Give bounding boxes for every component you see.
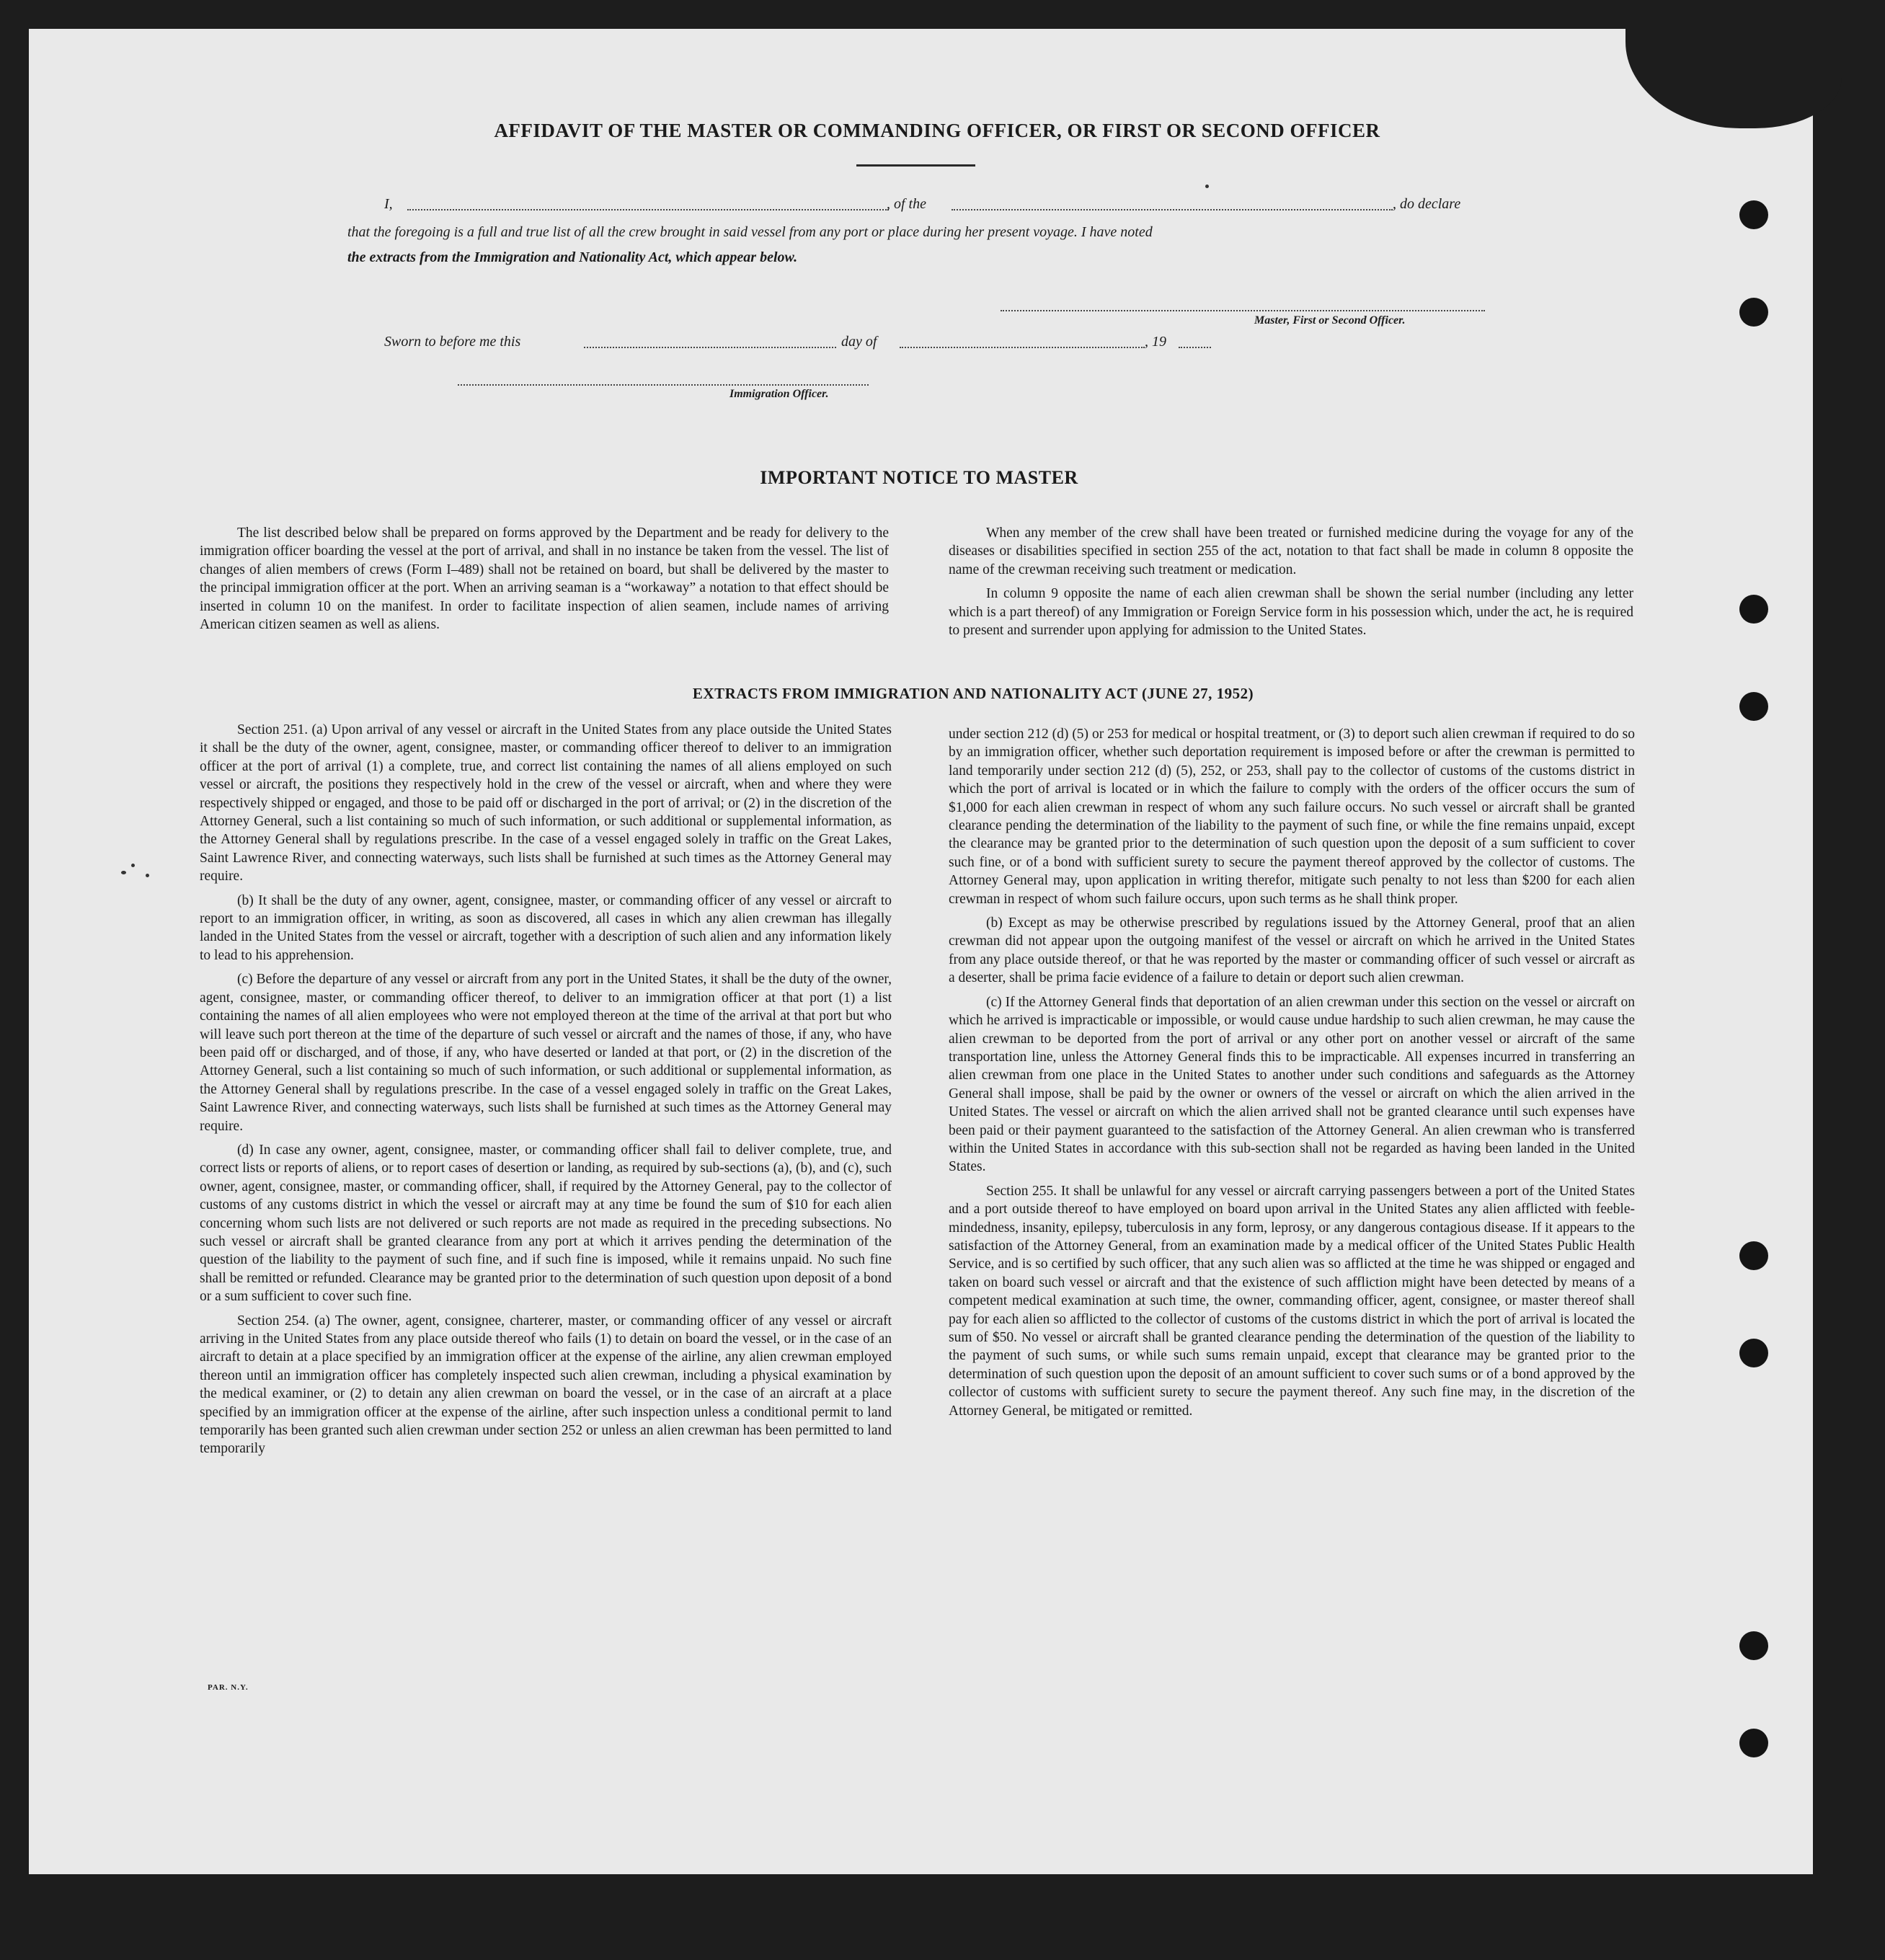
punch-hole	[1739, 595, 1768, 624]
ink-speck	[146, 874, 149, 877]
notice-title: IMPORTANT NOTICE TO MASTER	[760, 467, 1078, 488]
notice-left-column	[200, 524, 889, 639]
immigration-officer-label: Immigration Officer.	[729, 388, 829, 400]
affidavit-title: AFFIDAVIT OF THE MASTER OR COMMANDING OFFICER, OR FIRST OR SECOND OFFICER	[494, 120, 1380, 141]
ink-speck	[131, 864, 135, 867]
extracts-left-column	[200, 721, 892, 1464]
ink-speck	[1205, 185, 1209, 188]
punch-hole	[1739, 200, 1768, 229]
punch-hole	[1739, 1729, 1768, 1757]
punch-hole	[1739, 1631, 1768, 1660]
statement-line-1: that the foregoing is a full and true list of all the crew brought in said vessel from any port or place during her present voyage. I have noted	[347, 224, 1153, 240]
punch-hole	[1739, 1339, 1768, 1367]
vessel-blank	[952, 209, 1393, 210]
year-blank	[1179, 347, 1211, 348]
section-255: Section 255. It shall be unlawful for any vessel or aircraft carrying passengers between a port of the United States and a port outside thereof to have employed on board upon arrival in the United States any alien afflicted with feeble-mindedness, insanity, epilepsy, tuberculosis in any form, leprosy, or any dangerous contagious disease. If it appears to the satisfaction of the Attorney General, from an examination made by a medical officer of the United States Public Health Service, and is so certified by such officer, that any such alien was so afflicted at the time he was shipped or engaged and taken on board such vessel or aircraft and that the existence of such affliction might have been detected by means of a competent medical examination at such time, the owner, commanding officer, agent, consignee, or master thereof shall pay for each alien so afflicted to the collector of customs of the customs district in which the port of arrival is located the sum of $50. No vessel or aircraft shall be granted clearance pending the determination of the question of the liability to the payment of such sums, or while such sums remain unpaid, except that clearance may be granted prior to the determination of such question upon the deposit of an amount sufficient to cover such sums or of a bond approved by the collector of customs with sufficient surety to secure the payment thereof. Any such fine may, in the discretion of the Attorney General, be mitigated or remitted.	[949, 1183, 1635, 1419]
sworn-date-blank	[584, 347, 836, 348]
notice-right-paragraph-1: When any member of the crew shall have been treated or furnished medicine during the voyage for any of the diseases or disabilities specified in section 255 of the act, notation to that fact shall be made in column 8 opposite the name of the crewman receiving such treatment or medication.	[949, 526, 1633, 577]
i-label: I,	[384, 196, 393, 212]
section-254-c: (c) If the Attorney General finds that deportation of an alien crewman under this section on the vessel or aircraft on which he arrived is impracticable or impossible, or would cause undue hardship to such alien crewman, he may cause the alien crewman to be deported from the port of arrival or any other port on another vessel or aircraft of the same transportation line, unless the Attorney General finds this to be impracticable. All expenses incurred in transferring an alien crewman from one place in the United States to another under such conditions and safeguards as the Attorney General shall impose, shall be paid by the owner or owners of the vessel or aircraft on which the alien arrived in the United States. The vessel or aircraft on which the alien arrived shall not be granted clearance until such expenses have been paid or their payment guaranteed to the satisfaction of the Attorney General. An alien crewman who is transferred within the United States in accordance with this sub-section shall not be regarded as having been landed in the United States.	[949, 994, 1635, 1175]
officer-signature-line	[458, 384, 869, 386]
master-signature-line	[1001, 310, 1485, 311]
section-254-a: Section 254. (a) The owner, agent, consignee, charterer, master, or commanding officer of any vessel or aircraft arriving in the United States from any place outside thereof who fails (1) to detain on board the vessel, or in the case of an aircraft to detain at a place specified by an immigration officer at the expense of the airline, any alien crewman employed thereon until an immigration officer has completely inspected such alien crewman, including a physical examination by the medical examiner, or (2) to detain any alien crewman on board the vessel, or in the case of an aircraft at a place specified by an immigration officer at the expense of the airline, after such inspection unless a conditional permit to land temporarily has been granted such alien crewman under section 252 or unless an alien crewman has been permitted to land temporarily	[200, 1313, 892, 1457]
notice-left-paragraph: The list described below shall be prepared on forms approved by the Department and be ready for delivery to the immigration officer boarding the vessel at the port of arrival, and shall in no instance be taken from the vessel. The list of changes of alien members of crews (Form I–489) shall not be retained on board, but shall be delivered by the master to the principal immigration officer at the port. When an arriving seaman is a “workaway” a notation to that effect should be inserted in column 10 on the manifest. In order to facilitate inspection of alien seamen, include names of arriving American citizen seamen as well as aliens.	[200, 526, 889, 633]
statement-line-2: the extracts from the Immigration and Nationality Act, which appear below.	[347, 249, 798, 265]
punch-hole	[1739, 1241, 1768, 1270]
notice-right-column	[949, 524, 1633, 645]
section-251-b: (b) It shall be the duty of any owner, agent, consignee, master, or commanding officer of any vessel or aircraft to report to an immigration officer, in writing, as soon as discovered, all cases in which any alien crewman has illegally landed in the United States from the vessel or aircraft, together with a description of such alien and any information likely to lead to his apprehension.	[200, 892, 892, 963]
day-of-label: day of	[841, 334, 877, 350]
notice-right-paragraph-2: In column 9 opposite the name of each alien crewman shall be shown the serial number (including any letter which is a part thereof) of any Immigration or Foreign Service form in his possession which, under the act, he is required to present and surrender upon applying for admission to the United States.	[949, 586, 1633, 639]
section-251-c: (c) Before the departure of any vessel or aircraft from any port in the United States, it shall be the duty of the owner, agent, consignee, master, or commanding officer thereof, to deliver to an immigration officer at that port (1) a list containing the names of all alien employees who were not employed thereon at the time of the arrival at that port but who will leave such port thereon at the time of the departure of such vessel or aircraft and the names of those, if any, who have been paid off or discharged, and of those, if any, who have deserted or landed at that port, or (2) in the discretion of the Attorney General, such a list containing so much of such information, or such additional or supplemental information, as the Attorney General shall by regulations prescribe. In the case of a vessel engaged solely in traffic on the Great Lakes, Saint Lawrence River, and connecting waterways, such lists shall be furnished at such times as the Attorney General may require.	[200, 972, 892, 1134]
of-the-label: , of the	[887, 196, 926, 212]
punch-hole	[1739, 298, 1768, 327]
month-blank	[900, 347, 1145, 348]
extracts-title: EXTRACTS FROM IMMIGRATION AND NATIONALITY ACT (JUNE 27, 1952)	[692, 685, 1254, 702]
section-254-b: (b) Except as may be otherwise prescribed by regulations issued by the Attorney General, proof that an alien crewman did not appear upon the outgoing manifest of the vessel or aircraft on which he arrived in the United States from any place outside thereof, or that he was reported by the master or commanding officer of such vessel or aircraft as a deserter, shall be prima facie evidence of a failure to detain or deport such alien crewman.	[949, 915, 1635, 986]
master-signature-label: Master, First or Second Officer.	[1254, 314, 1406, 327]
section-251-d: (d) In case any owner, agent, consignee, master, or commanding officer shall fail to deliver complete, true, and correct lists or reports of aliens, or to report cases of desertion or landing, as required by sub-sections (a), (b), and (c), such owner, agent, consignee, master, or commanding officer, shall, if required by the Attorney General, pay to the collector of customs of any customs district in which the vessel or aircraft may at any time be found the sum of $10 for each alien concerning whom such lists are not delivered or such reports are not made as required in the preceding subsections. No such vessel or aircraft shall be granted clearance from any port at which it arrives pending the determination of the question of the liability to the payment of such fine, and if such fine is imposed, while it remains unpaid. No such fine shall be remitted or refunded. Clearance may be granted prior to the determination of such question upon deposit of a bond or a sum sufficient to cover such fine.	[200, 1142, 892, 1305]
title-divider	[856, 164, 975, 167]
section-254-a-continued: under section 212 (d) (5) or 253 for medical or hospital treatment, or (3) to deport such alien crewman if required to do so by an immigration officer, whether such deportation requirement is imposed before or after the crewman is permitted to land temporarily under section 212 (d) (5), 252, or 253, shall pay to the collector of customs of the customs district in which the port of arrival is located or in which the failure to comply with the orders of the officer occurs the sum of $1,000 for each alien crewman in respect of whom any such failure occurs. No such vessel or aircraft shall be granted clearance pending the determination of the liability to the payment of such fine, or while the fine remains unpaid, except the clearance may be granted prior to the determination of such question upon the deposit of a sum sufficient to cover such fine, or of a bond with sufficient surety to secure the payment thereof approved by the collector of customs. The Attorney General may, upon application in writing therefor, mitigate such penalty to not less than $200 for each alien crewman in respect of whom such failure occurs, upon such terms as he shall think proper.	[949, 727, 1635, 907]
punch-hole	[1739, 692, 1768, 721]
printer-mark: PAR. N.Y.	[208, 1683, 249, 1692]
name-blank	[407, 209, 889, 210]
section-251-a: Section 251. (a) Upon arrival of any vessel or aircraft in the United States from any place outside the United States it shall be the duty of the owner, agent, consignee, master, or commanding officer thereof to deliver to an immigration officer at the port of arrival (1) a complete, true, and correct list containing the names of all aliens employed on such vessel or aircraft, the positions they respectively hold in the crew of the vessel or aircraft, when and where they were respectively shipped or engaged, and those to be paid off or discharged in the port of arrival; or (2) in the discretion of the Attorney General, such a list containing so much of such information, or such additional or supplemental information, as the Attorney General shall by regulations prescribe. In the case of a vessel engaged solely in traffic on the Great Lakes, Saint Lawrence River, and connecting waterways, such lists shall be furnished at such times as the Attorney General may require.	[200, 722, 892, 884]
ink-speck	[121, 871, 126, 874]
extracts-right-column	[949, 725, 1635, 1426]
year-prefix: , 19	[1145, 334, 1166, 350]
sworn-label: Sworn to before me this	[384, 334, 521, 350]
do-declare-label: , do declare	[1393, 196, 1461, 212]
